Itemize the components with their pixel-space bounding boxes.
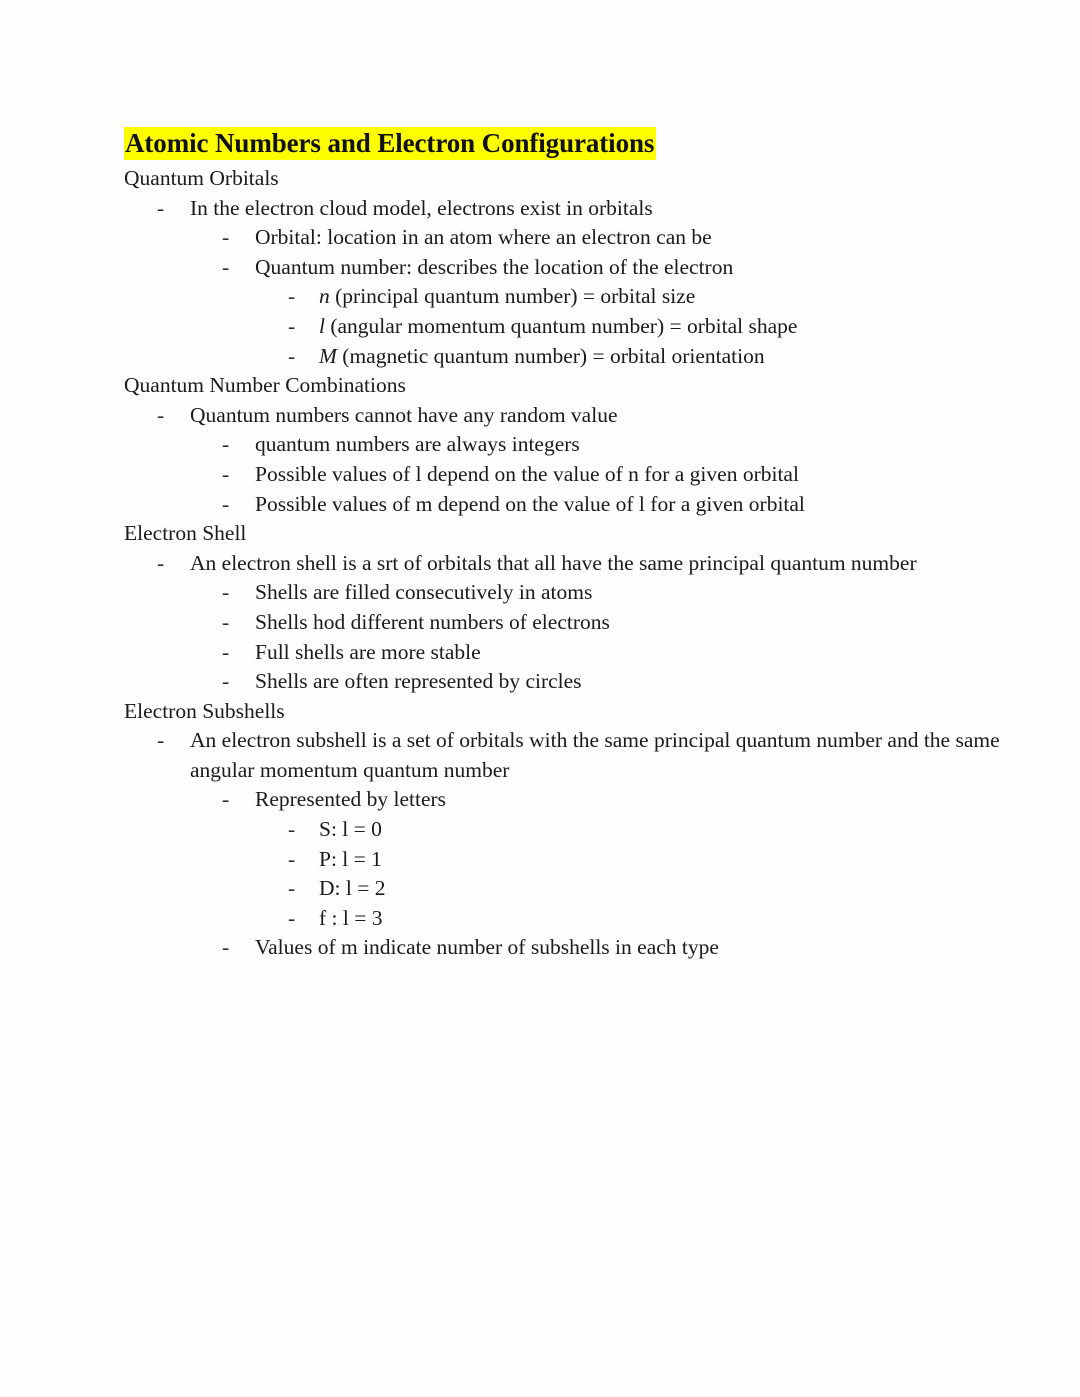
page-title — [124, 126, 1024, 161]
bullet-dash-icon: - — [222, 254, 230, 279]
bullet-text: quantum numbers are always integers — [255, 432, 580, 457]
bullet-text — [319, 342, 1024, 372]
bullet-item — [124, 726, 1024, 785]
bullet-dash-icon: - — [222, 669, 230, 694]
bullet-item — [124, 785, 1024, 815]
bullet-text: Quantum number: describes the location of the electron — [255, 254, 734, 279]
bullet-item — [124, 874, 1024, 904]
bullet-item — [124, 223, 1024, 253]
bullet-item — [124, 460, 1024, 490]
bullet-item — [124, 430, 1024, 460]
bullet-dash-icon: - — [222, 787, 230, 812]
document-body — [124, 126, 1024, 963]
bullet-item — [124, 282, 1024, 312]
bullet-text-rest: (magnetic quantum number) = orbital orientation — [342, 343, 765, 368]
bullet-text: In the electron cloud model, electrons exist in orbitals — [190, 195, 653, 220]
bullet-dash-icon: - — [157, 195, 165, 220]
bullet-dash-icon: - — [288, 817, 296, 842]
bullet-text: Possible values of l depend on the value of n for a given orbital — [255, 461, 799, 486]
bullet-dash-icon: - — [157, 550, 165, 575]
bullet-text: Shells hod different numbers of electrons — [255, 609, 610, 634]
bullet-dash-icon: - — [157, 728, 165, 753]
section-heading: Electron Shell — [124, 521, 247, 546]
section-heading: Quantum Number Combinations — [124, 373, 406, 398]
bullet-text-rest: (principal quantum number) = orbital size — [335, 284, 696, 309]
bullet-item — [124, 253, 1024, 283]
bullet-item — [124, 490, 1024, 520]
quantum-symbol: l — [319, 313, 325, 338]
bullet-dash-icon: - — [288, 846, 296, 871]
bullet-item — [124, 638, 1024, 668]
quantum-symbol: M — [319, 343, 337, 368]
bullet-dash-icon: - — [222, 580, 230, 605]
bullet-dash-icon: - — [222, 935, 230, 960]
bullet-text: Quantum numbers cannot have any random value — [190, 402, 618, 427]
bullet-item — [124, 342, 1024, 372]
bullet-item — [124, 401, 1024, 431]
bullet-item — [124, 549, 1024, 579]
bullet-item — [124, 845, 1024, 875]
section-heading: Electron Subshells — [124, 698, 285, 723]
bullet-dash-icon: - — [222, 225, 230, 250]
bullet-dash-icon: - — [222, 609, 230, 634]
bullet-text — [319, 282, 1024, 312]
bullet-dash-icon: - — [288, 905, 296, 930]
bullet-text: Orbital: location in an atom where an electron can be — [255, 225, 712, 250]
quantum-symbol: n — [319, 284, 330, 309]
bullet-item — [124, 194, 1024, 224]
bullet-item — [124, 667, 1024, 697]
bullet-item — [124, 312, 1024, 342]
page-title-highlight: Atomic Numbers and Electron Configurations — [125, 128, 655, 158]
bullet-dash-icon: - — [288, 876, 296, 901]
bullet-dash-icon: - — [288, 313, 296, 338]
bullet-dash-icon: - — [222, 491, 230, 516]
bullet-text-rest: (angular momentum quantum number) = orbital shape — [330, 313, 798, 338]
bullet-text: f : l = 3 — [319, 905, 383, 930]
bullet-dash-icon: - — [157, 402, 165, 427]
bullet-item — [124, 578, 1024, 608]
section-heading: Quantum Orbitals — [124, 166, 279, 190]
bullet-dash-icon: - — [288, 284, 296, 309]
bullet-item — [124, 933, 1024, 963]
bullet-item — [124, 608, 1024, 638]
bullet-item — [124, 904, 1024, 934]
bullet-text: Shells are often represented by circles — [255, 669, 582, 694]
bullet-text: Represented by letters — [255, 787, 447, 812]
bullet-dash-icon: - — [222, 461, 230, 486]
bullet-text: Values of m indicate number of subshells in each type — [255, 935, 719, 960]
bullet-dash-icon: - — [288, 343, 296, 368]
bullet-text: S: l = 0 — [319, 817, 382, 842]
bullet-text — [319, 312, 1024, 342]
bullet-text: An electron subshell is a set of orbitals with the same principal quantum number and the same angular momentum quantum number — [190, 728, 1000, 782]
bullet-text: Full shells are more stable — [255, 639, 481, 664]
bullet-text: An electron shell is a srt of orbitals that all have the same principal quantum number — [190, 550, 917, 575]
bullet-text: Shells are filled consecutively in atoms — [255, 580, 593, 605]
bullet-text: Possible values of m depend on the value of l for a given orbital — [255, 491, 805, 516]
bullet-dash-icon: - — [222, 639, 230, 664]
bullet-text: D: l = 2 — [319, 876, 386, 901]
bullet-dash-icon: - — [222, 432, 230, 457]
bullet-item — [124, 815, 1024, 845]
bullet-text: P: l = 1 — [319, 846, 382, 871]
outline-content — [124, 164, 1024, 963]
